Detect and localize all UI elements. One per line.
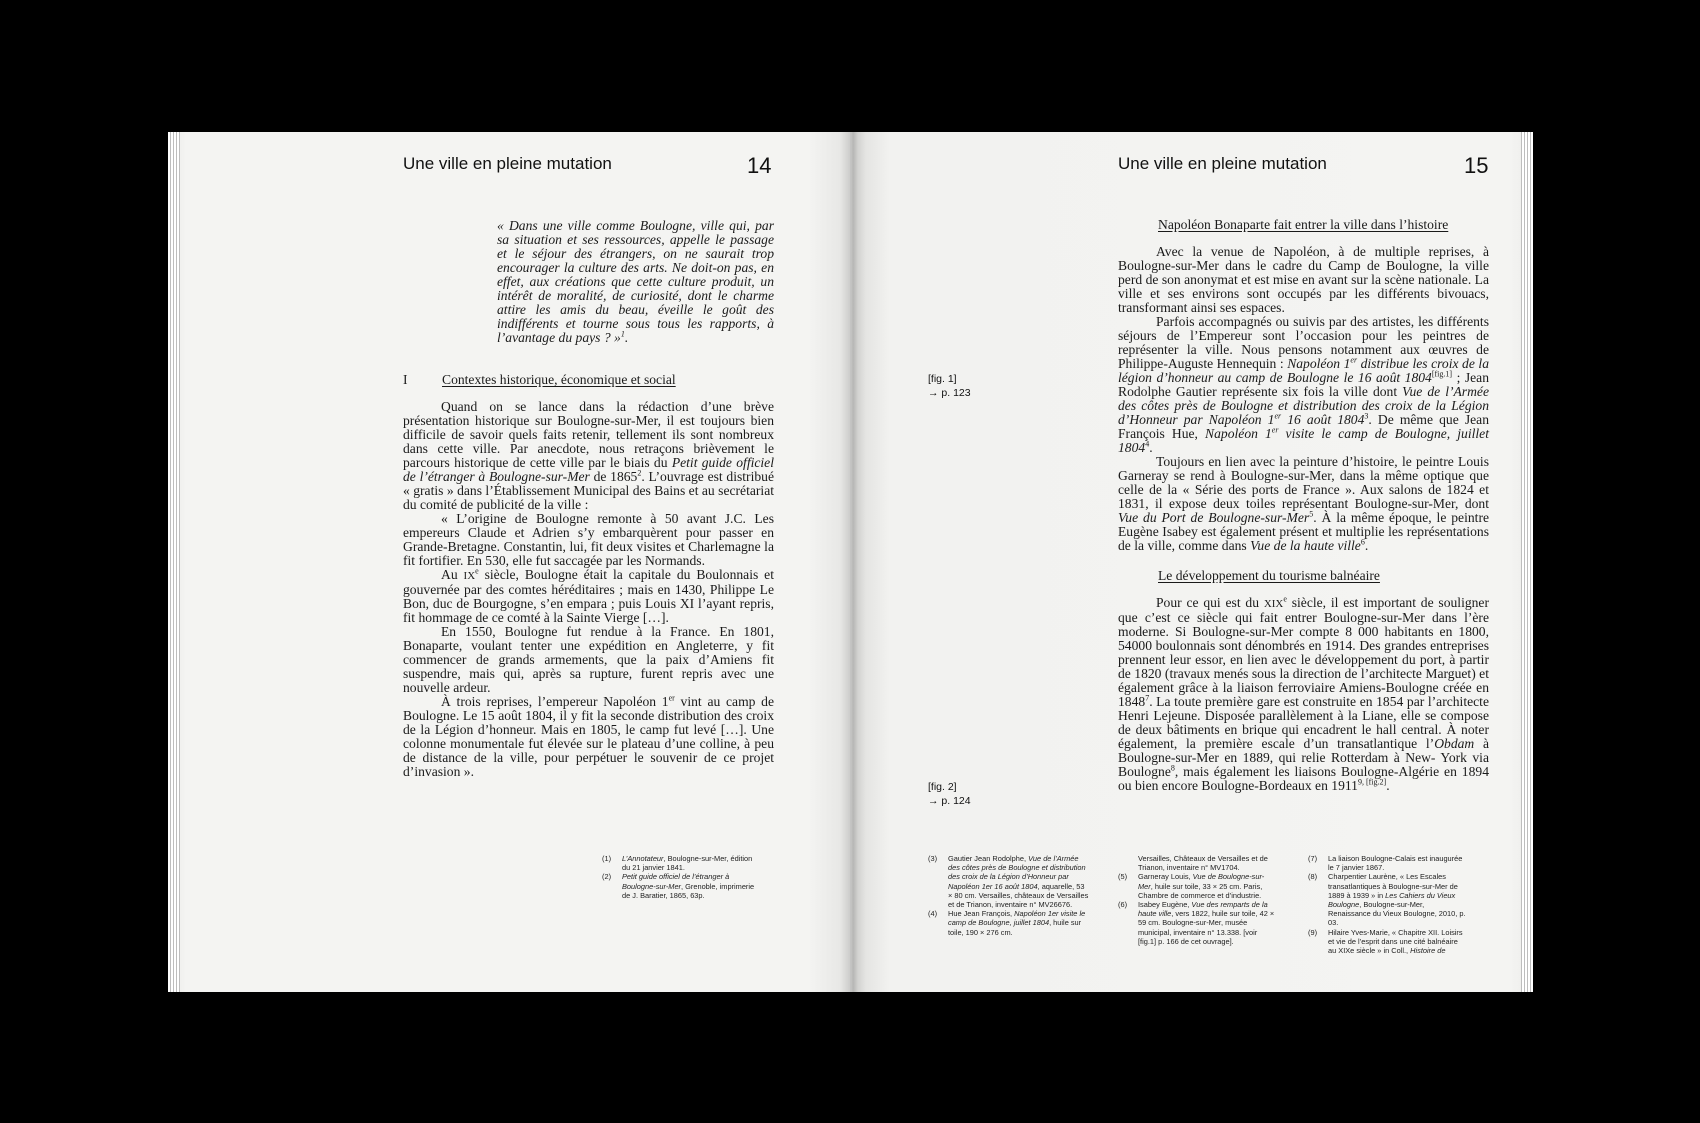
footnote-4-continued: Versailles, Châteaux de Versailles et de Trianon, inventaire n° MV1704. [1138,854,1268,873]
right-page-number: 15 [1464,153,1489,178]
section-title: Contextes historique, économique et social [442,372,676,387]
footnote-1: (1) L’Annotateur, Boulogne-sur-Mer, édition du 21 janvier 1841. [602,854,753,873]
footnote-5: (5) Garneray Louis, Vue de Boulogne-sur-Mer, huile sur toile, 33 × 25 cm. Paris, Chambre de commerce et d’industrie. [1118,872,1265,900]
right-page-edges [1521,132,1533,992]
epigraph-quote: « Dans une ville comme Boulogne, ville qui, par sa situation et ses ressources, appelle le passage et le séjour des étrangers, on ne saurait trop encourager la culture des arts. Ne doit-on pas, en effet, aux créations que cette culture produit, un intérêt de moralité, de curiosité, dont le charme attire les amis du beau, éveille le goût des indifférents et tourne sous tous les rapports, à l’avantage du pays ? »$^1$. [497,218,774,345]
right-footnotes-col-1 [928,854,1090,937]
margin-figure-2[interactable]: [fig. 2] → p. 124 [928,781,971,807]
footnote-8: (8) Charpentier Laurène, « Les Escales transatlantiques à Boulogne-sur-Mer de 1889 à 1939 » in Les Cahiers du Vieux Boulogne, Boulogne-sur-Mer, Renaissance du Vieux Boulogne, 2010, p. 03. [1308,872,1466,928]
right-footnotes-col-2 [1118,854,1276,946]
footnote-2: (2) Petit guide officiel de l’étranger à Boulogne-sur-Mer, Grenoble, imprimerie de J. Baratier, 1865, 63p. [602,872,755,900]
left-page-edges [168,132,180,992]
footnote-3: (3) Gautier Jean Rodolphe, Vue de l’Armée des côtes près de Boulogne et distribution des croix de la Légion d’Honneur par Napoléon 1er 16 août 1804, aquarelle, 53 × 80 cm. Versailles, châteaux de Versailles et de Trianon, inventaire n° MV26676. [928,854,1089,910]
left-body-text: Quand on se lance dans la rédaction d’une brève présentation historique sur Boulogne-sur-Mer, il est toujours bien difficile de savoir quels faits retenir, tellement ils sont nombreux dans cette ville. Par anecdote, nous retraçons brièvement le parcours historique de cette ville par le biais du Petit guide officiel de l’étranger à Boulogne-sur-Mer de 1865$^2$. L’ouvrage est distribué « gratis » dans l’Établissement Municipal des Bains et au secrétariat du comité de publicité de la ville : « L’origine de Boulogne remonte à 50 avant J.C. Les empereurs Claude et Adrien s’y embarquèrent pour passer en Grande-Bretagne. Constantin, lui, fit deux visites et Charlemagne la fit fortifier. En 530, elle fut saccagée par les Normands. Au IXe siècle, Boulogne était la capitale du Boulonnais et gouvernée par des comtes héréditaires ; mais en 1430, Philippe Le Bon, duc de Bourgogne, s’en empara ; puis Louis XI l’ayant repris, fit hommage de ce comté à la Sainte Vierge […]. En 1550, Boulogne fut rendue à la France. En 1801, Bonaparte, voulant tenter une expédition en Angleterre, y fit commencer de grands armements, que la paix d’Amiens fit suspendre, mais qui, après sa rupture, furent repris avec une nouvelle ardeur. À trois reprises, l’empereur Napoléon 1er vint au camp de Boulogne. Le 15 août 1804, il y fit la seconde distribution des croix de la Légion d’honneur. Mais en 1805, le camp fut levé […]. Une colonne monumentale fut élevée sur le plateau d’une colline, à peu de distance de la ville, pour perpétuer le souvenir de ce projet d’invasion ». [403,399,775,779]
left-page-number: 14 [747,153,772,178]
footnote-7: (7) La liaison Boulogne-Calais est inaugurée le 7 janvier 1867. [1308,854,1463,873]
book-gutter [840,132,866,992]
heading-napoleon: Napoléon Bonaparte fait entrer la ville dans l’histoire [1158,217,1449,232]
left-running-title: Une ville en pleine mutation [403,154,612,173]
right-body-text-2: Pour ce qui est du XIXe siècle, il est important de souligner que c’est ce siècle qui fait entrer Boulogne-sur-Mer dans l’ère moderne. Si Boulogne-sur-Mer compte 8 000 habitants en 1800, 54000 boulonnais sont dénombrés en 1914. Des grandes entreprises prennent leur essor, en lien avec le développement du port, à partir de 1820 (travaux menés sous la direction de l’architecte Marguet) et également grâce à la liaison ferroviaire Amiens-Boulogne créée en 1848$^7$. La toute première gare est construite en 1854 par l’architecte Henri Lejeune. Disposée parallèlement à la Liane, elle se compose de deux bâtiments en brique qui encadrent le hall central. À noter également, la première escale d’un transatlantique l’Obdam à Boulogne-sur-Mer en 1889, qui relie Rotterdam à New- York via Boulogne$^8$, mais également les liaisons Boulogne-Algérie en 1894 ou bien encore Boulogne-Bordeaux en $1911^{9, [fig.2]}$. [1118,594,1489,793]
section-number: I [403,372,408,387]
heading-tourisme: Le développement du tourisme balnéaire [1158,568,1380,583]
footnote-4: (4) Hue Jean François, Napoléon 1er visite le camp de Boulogne, juillet 1804, huile sur toile, 190 × 276 cm. [928,909,1086,937]
margin-figure-1[interactable]: [fig. 1] → p. 123 [928,373,971,399]
left-footnotes [602,854,762,900]
right-body-text-1: Avec la venue de Napoléon, à de multiple reprises, à Boulogne-sur-Mer dans le cadre du Camp de Boulogne, la ville perd de son anonymat et est mise en avant sur la scène nationale. La ville et ses environs sont occupés par les différents bivouacs, transformant ainsi ses espaces. Parfois accompagnés ou suivis par des artistes, les différents séjours de l’Empereur sont l’occasion pour les peintres de représenter la ville. Nous pensons notamment aux œuvres de Philippe-Auguste Hennequin : Napoléon 1er distribue les croix de la légion d’honneur au camp de Boulogne le 16 août 1804[fig.1] ; Jean Rodolphe Gautier représente six fois la ville dont Vue de l’Armée des côtes près de Boulogne et distribution des croix de la Légion d’Honneur par Napoléon 1er 16 août 1804$^3$. De même que Jean François Hue, Napoléon 1er visite le camp de Boulogne, juillet 1804$^4$. Toujours en lien avec la peinture d’histoire, le peintre Louis Garneray se rend à Boulogne-sur-Mer, dans la même optique que celle de la « Série des ports de France ». Aux salons de 1824 et 1831, il expose deux toiles représentant Boulogne-sur-Mer, dont Vue du Port de Boulogne-sur-Mer$^5$. À la même époque, le peintre Eugène Isabey est également présent et multiplie les représentations de la ville, comme dans Vue de la haute ville$^6$. [1118,244,1490,553]
footnote-6: (6) Isabey Eugène, Vue des remparts de la haute ville, vers 1822, huile sur toile, 42 × 59 cm. Boulogne-sur-Mer, musée municipal, inventaire n° 13.338. [voir [fig.1] p. 166 de cet ouvrage]. [1118,900,1275,946]
footnote-9: (9) Hilaire Yves-Marie, « Chapitre XII. Loisirs et vie de l’esprit dans une cité balnéaire au XIXe siècle » in Coll., Histoire de [1308,927,1463,956]
right-running-title: Une ville en pleine mutation [1118,154,1327,173]
right-footnotes-col-3 [1308,854,1466,955]
